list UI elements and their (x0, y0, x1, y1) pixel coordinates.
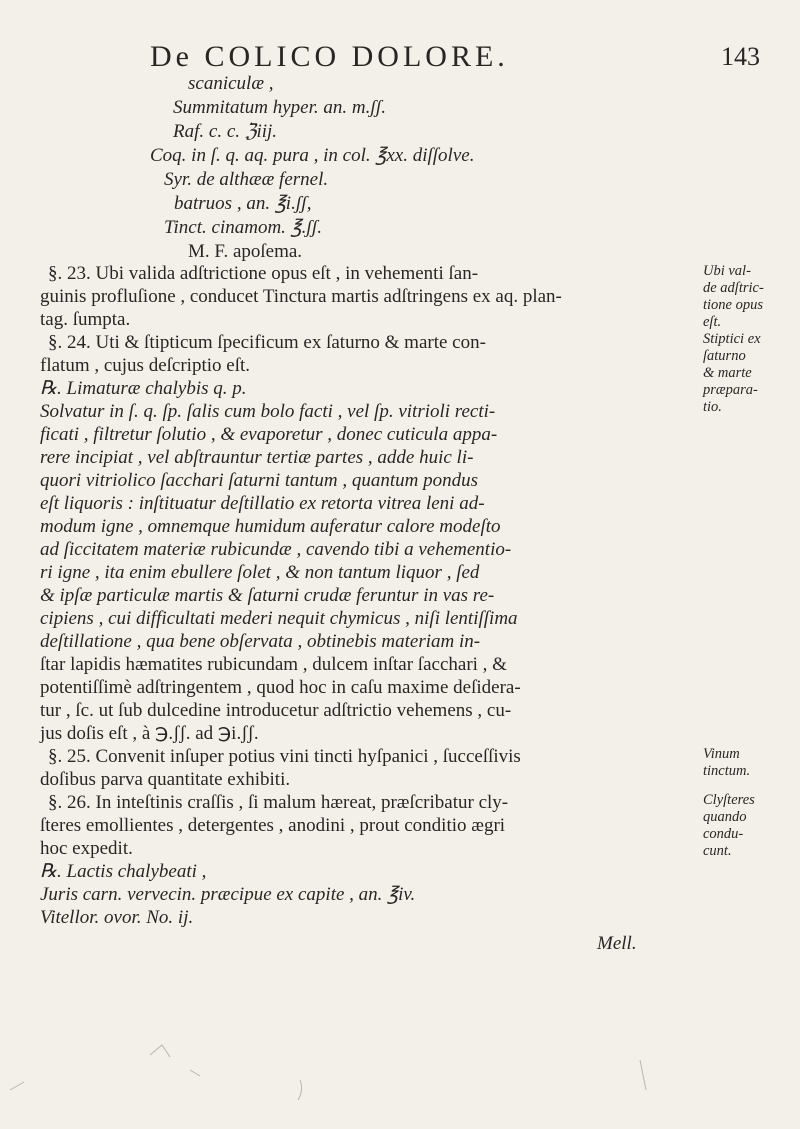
text-line: eſt liquoris : inſtituatur deſtillatio ex retorta vitrea leni ad- (40, 493, 485, 514)
text-line: ad ſiccitatem materiæ rubicundæ , cavendo tibi a vehementio- (40, 539, 512, 560)
text-line: Coq. in ſ. q. aq. pura , in col. ℥xx. diſſolve. (150, 145, 475, 166)
text-line: scaniculæ , (188, 73, 274, 94)
text-line: ſteres emollientes , detergentes , anodini , prout conditio ægri (40, 815, 506, 836)
margin-note-line: ſaturno (703, 348, 746, 364)
text-line: tur , ſc. ut ſub dulcedine introducetur adſtrictio vehemens , cu- (40, 700, 512, 721)
ink-stroke-mark (10, 1082, 24, 1090)
text-line: guinis profluſione , conducet Tinctura martis adſtringens ex aq. plan- (40, 286, 562, 307)
text-line: flatum , cujus deſcriptio eſt. (40, 355, 251, 376)
text-line: §. 26. In inteſtinis craſſis , ſi malum hæreat, præſcribatur cly- (48, 792, 509, 813)
text-line: quori vitriolico ſacchari ſaturni tantum , quantum pondus (40, 470, 479, 491)
ink-stroke-mark (150, 1045, 170, 1057)
text-line: jus doſis eſt , à ℈.ʃʃ. ad ℈i.ʃʃ. (40, 723, 259, 744)
margin-note-line: condu- (703, 826, 744, 842)
text-line: §. 25. Convenit inſuper potius vini tincti hyſpanici , ſucceſſivis (48, 746, 521, 767)
margin-note-line: tione opus (703, 297, 764, 313)
text-line: hoc expedit. (40, 838, 133, 859)
text-line: modum igne , omnemque humidum auferatur calore modeſto (40, 516, 501, 537)
running-title: De COLICO DOLORE. (150, 40, 509, 73)
text-line: tag. ſumpta. (40, 309, 131, 330)
margin-note-line: præpara- (703, 382, 758, 398)
margin-note-line: Stiptici ex (703, 331, 761, 347)
text-line: rere incipiat , vel abſtrauntur tertiæ partes , adde huic li- (40, 447, 474, 468)
margin-note-line: Vinum (703, 746, 740, 762)
text-line: ficati , filtretur ſolutio , & evaporetur , donec cuticula appa- (40, 424, 498, 445)
margin-note (703, 331, 793, 416)
text-line: deſtillatione , qua bene obſervata , obtinebis materiam in- (40, 631, 481, 652)
text-line: ℞. Limaturæ chalybis q. p. (40, 378, 247, 399)
margin-note (703, 792, 793, 860)
text-line: §. 24. Uti & ſtipticum ſpecificum ex ſaturno & marte con- (48, 332, 486, 353)
margin-note (703, 746, 793, 780)
text-line: Juris carn. vervecin. præcipue ex capite , an. ℥iv. (40, 884, 416, 905)
ink-stroke-mark (190, 1070, 200, 1076)
margin-note-line: de adſtric- (703, 280, 764, 296)
margin-note (703, 263, 793, 331)
text-line: Raf. c. c. ℨiij. (173, 121, 278, 142)
text-line: M. F. apoſema. (188, 241, 303, 262)
text-line: & ipſæ particulæ martis & ſaturni crudæ feruntur in vas re- (40, 585, 495, 606)
paper-marks (0, 1020, 800, 1129)
text-line: Summitatum hyper. an. m.ʃʃ. (173, 97, 387, 118)
ink-stroke-mark (640, 1060, 646, 1090)
margin-note-line: quando (703, 809, 747, 825)
margin-note-line: eſt. (703, 314, 722, 330)
text-line: Vitellor. ovor. No. ij. (40, 907, 194, 928)
text-line: Solvatur in ſ. q. ſp. ſalis cum bolo facti , vel ſp. vitrioli recti- (40, 401, 496, 422)
margin-note-line: & marte (703, 365, 752, 381)
text-line: batruos , an. ℥i.ʃʃ, (174, 193, 312, 214)
text-line: cipiens , cui difficultati mederi nequit chymicus , niſi lentiſſima (40, 608, 518, 629)
margin-note-line: Ubi val- (703, 263, 751, 279)
text-line: ſtar lapidis hæmatites rubicundam , dulcem inſtar ſacchari , & (40, 654, 507, 675)
page-header (150, 40, 760, 74)
text-line: §. 23. Ubi valida adſtrictione opus eſt , in vehementi ſan- (48, 263, 479, 284)
text-line: Tinct. cinamom. ℥.ʃʃ. (164, 217, 323, 238)
page-number: 143 (721, 42, 760, 71)
text-line: Mell. (597, 933, 637, 954)
margin-note-line: tinctum. (703, 763, 751, 779)
margin-note-line: cunt. (703, 843, 732, 859)
text-line: ℞. Lactis chalybeati , (40, 861, 207, 882)
text-line: potentiſſimè adſtringentem , quod hoc in caſu maxime deſidera- (40, 677, 521, 698)
text-line: Syr. de althææ fernel. (164, 169, 329, 190)
margin-note-line: Clyſteres (703, 792, 755, 808)
text-line: ri igne , ita enim ebullere ſolet , & non tantum liquor , ſed (40, 562, 480, 583)
margin-note-line: tio. (703, 399, 722, 415)
text-line: doſibus parva quantitate exhibiti. (40, 769, 291, 790)
ink-stroke-mark (298, 1080, 302, 1100)
